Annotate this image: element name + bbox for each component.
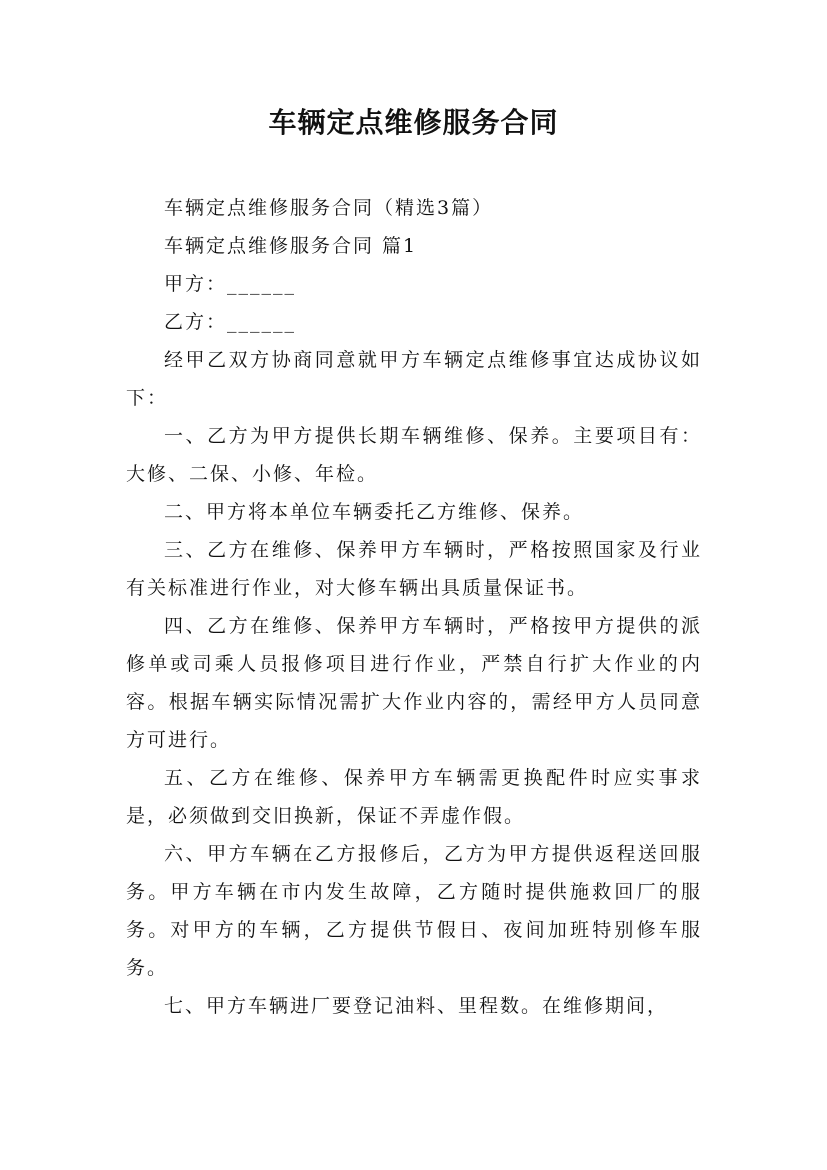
paragraph-clause-2: 二、甲方将本单位车辆委托乙方维修、保养。 (164, 501, 585, 523)
paragraph-clause-4: 四、乙方在维修、保养甲方车辆时，严格按甲方提供的派修单或司乘人员报修项目进行作业，严禁自行扩大作业的内容。根据车辆实际情况需扩大作业内容的，需经甲方人员同意方可进行。 (126, 615, 702, 751)
paragraph-subtitle: 车辆定点维修服务合同（精选3篇） (164, 197, 494, 219)
paragraph-party-a: 甲方：______ (164, 273, 297, 295)
paragraph-party-b: 乙方：______ (164, 311, 297, 333)
paragraph-clause-5: 五、乙方在维修、保养甲方车辆需更换配件时应实事求是，必须做到交旧换新，保证不弄虚作假。 (126, 767, 702, 827)
paragraph-section-heading: 车辆定点维修服务合同 篇1 (164, 235, 418, 257)
paragraph-clause-6: 六、甲方车辆在乙方报修后，乙方为甲方提供返程送回服务。甲方车辆在市内发生故障，乙方随时提供施救回厂的服务。对甲方的车辆，乙方提供节假日、夜间加班特别修车服务。 (126, 843, 702, 979)
paragraph-preamble: 经甲乙双方协商同意就甲方车辆定点维修事宜达成协议如下： (126, 349, 702, 409)
document-title: 车辆定点维修服务合同 (268, 106, 559, 139)
paragraph-clause-1: 一、乙方为甲方提供长期车辆维修、保养。主要项目有：大修、二保、小修、年检。 (126, 425, 702, 485)
document-body (126, 189, 702, 1025)
paragraph-clause-3: 三、乙方在维修、保养甲方车辆时，严格按照国家及行业有关标准进行作业，对大修车辆出具质量保证书。 (126, 539, 702, 599)
paragraph-clause-7: 七、甲方车辆进厂要登记油料、里程数。在维修期间， (164, 995, 669, 1017)
